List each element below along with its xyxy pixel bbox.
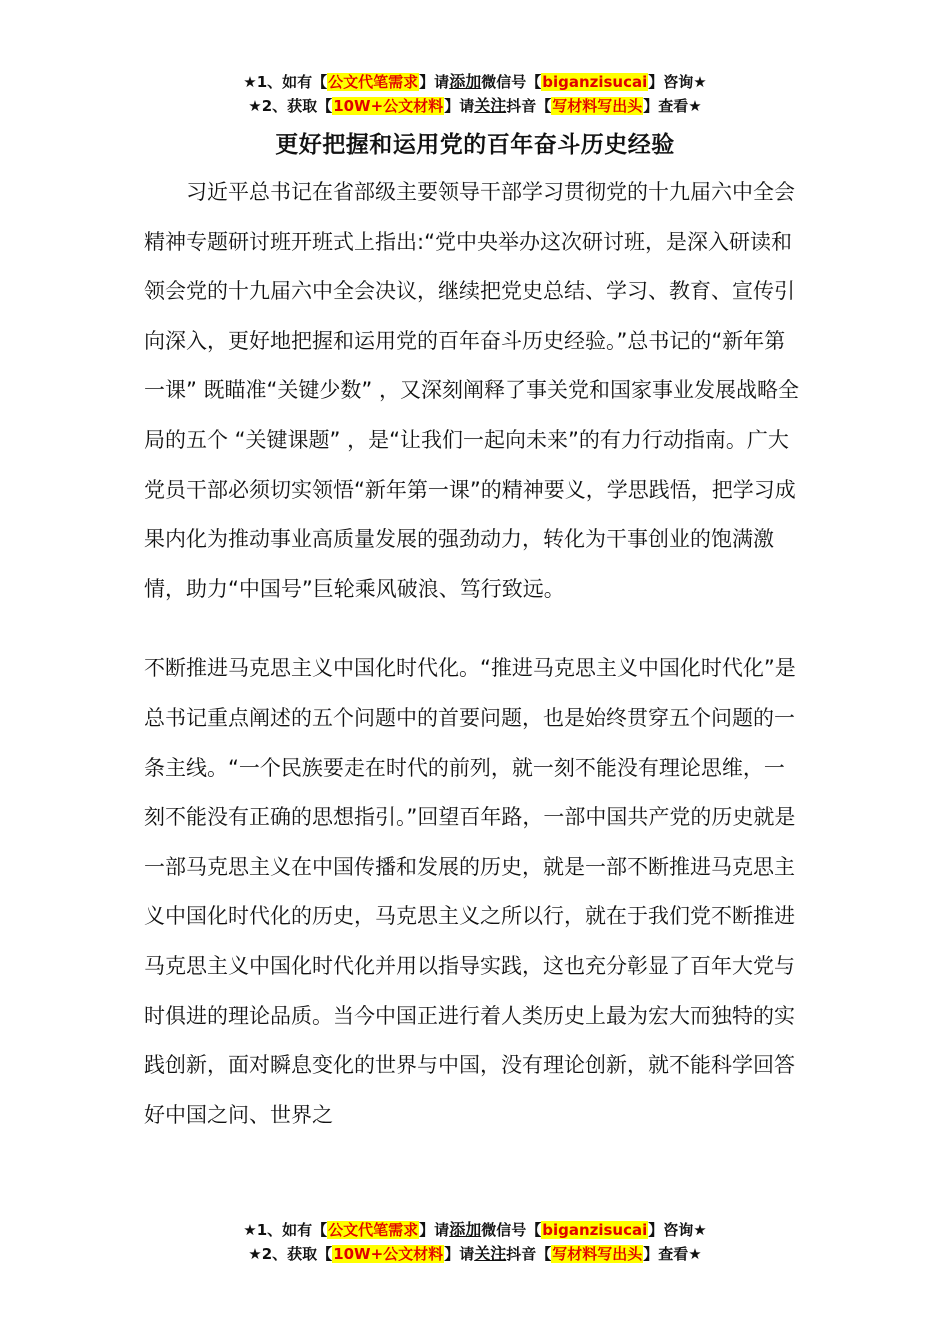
highlight-materials: 10W+公文材料 bbox=[333, 1245, 444, 1263]
highlight-service: 公文代笔需求 bbox=[328, 73, 419, 91]
banner-line-2 bbox=[0, 94, 950, 118]
banner-text: 】请 bbox=[419, 1221, 450, 1239]
banner-text: ★1、如有【 bbox=[243, 73, 328, 91]
document-body bbox=[144, 168, 804, 1140]
banner-text: 】查看★ bbox=[643, 1245, 702, 1263]
banner-text: ★2、获取【 bbox=[248, 97, 333, 115]
paragraph-section-1: 不断推进马克思主义中国化时代化。“推进马克思主义中国化时代化”是总书记重点阐述的五个问题中的首要问题，也是始终贯穿五个问题的一条主线。“一个民族要走在时代的前列，就一刻不能没有理论思维，一刻不能没有正确的思想指引。”回望百年路，一部中国共产党的历史就是一部马克思主义在中国传播和发展的历史，就是一部不断推进马克思主义中国化时代化的历史，马克思主义之所以行，就在于我们党不断推进马克思主义中国化时代化并用以指导实践，这也充分彰显了百年大党与时俱进的理论品质。当今中国正进行着人类历史上最为宏大而独特的实践创新，面对瞬息变化的世界与中国，没有理论创新，就不能科学回答好中国之问、世界之 bbox=[144, 656, 796, 1127]
highlight-service: 公文代笔需求 bbox=[328, 1221, 419, 1239]
underlined-text: 添加 bbox=[449, 1220, 482, 1239]
banner-text: 微信号【 bbox=[481, 73, 542, 91]
underlined-text: 关注 bbox=[474, 1244, 507, 1263]
banner-text: 】请 bbox=[419, 73, 450, 91]
banner-text: ★1、如有【 bbox=[243, 1221, 328, 1239]
banner-text: 】查看★ bbox=[643, 97, 702, 115]
banner-text: 微信号【 bbox=[481, 1221, 542, 1239]
banner-line-2 bbox=[0, 1242, 950, 1266]
highlight-douyin-account: 写材料写出头 bbox=[552, 97, 643, 115]
banner-text: 】咨询★ bbox=[648, 73, 707, 91]
header-banner bbox=[0, 70, 950, 118]
highlight-douyin-account: 写材料写出头 bbox=[552, 1245, 643, 1263]
banner-text: 】请 bbox=[444, 97, 475, 115]
paragraph-intro: 习近平总书记在省部级主要领导干部学习贯彻党的十九届六中全会精神专题研讨班开班式上指出:“党中央举办这次研讨班，是深入研读和领会党的十九届六中全会决议，继续把党史总结、学习、教育、宣传引向深入，更好地把握和运用党的百年奋斗历史经验。”总书记的“新年第一课” 既瞄准“关键少数” ，又深刻阐释了事关党和国家事业发展战略全局的五个 “关键课题” ，是“让我们一起向未来”的有力行动指南。广大党员干部必须切实领悟“新年第一课”的精神要义，学思践悟，把学习成果内化为推动事业高质量发展的强劲动力，转化为干事创业的饱满激情，助力“中国号”巨轮乘风破浪、笃行致远。 bbox=[144, 180, 799, 601]
underlined-text: 关注 bbox=[474, 96, 507, 115]
banner-text: 】咨询★ bbox=[648, 1221, 707, 1239]
footer-banner bbox=[0, 1218, 950, 1266]
document-title: 更好把握和运用党的百年奋斗历史经验 bbox=[275, 132, 675, 158]
highlight-wechat-id: biganzisucai bbox=[542, 73, 648, 91]
banner-text: 抖音【 bbox=[506, 1245, 552, 1263]
highlight-wechat-id: biganzisucai bbox=[542, 1221, 648, 1239]
underlined-text: 添加 bbox=[449, 72, 482, 91]
highlight-materials: 10W+公文材料 bbox=[333, 97, 444, 115]
banner-line-1 bbox=[0, 1218, 950, 1242]
banner-text: 抖音【 bbox=[506, 97, 552, 115]
banner-text: ★2、获取【 bbox=[248, 1245, 333, 1263]
banner-line-1 bbox=[0, 70, 950, 94]
banner-text: 】请 bbox=[444, 1245, 475, 1263]
